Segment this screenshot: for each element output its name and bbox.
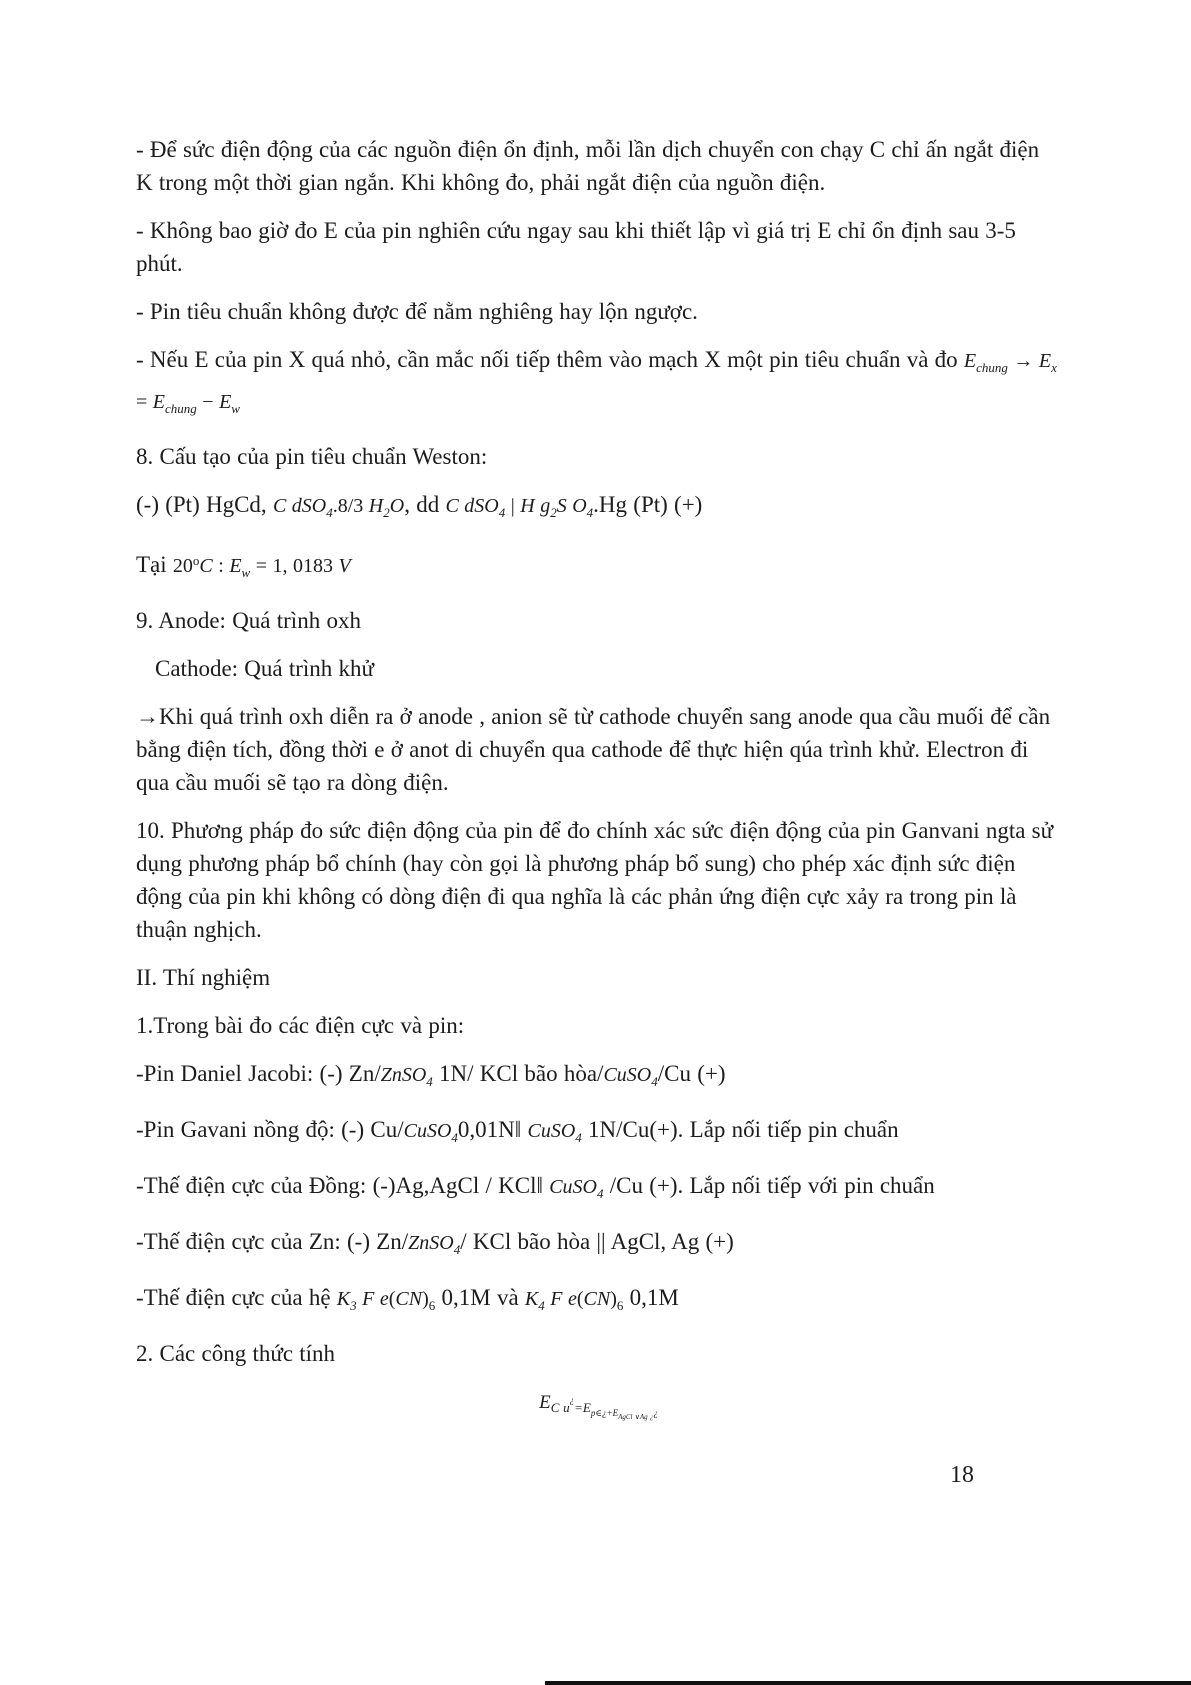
- text-run: /Cu (+): [657, 1061, 726, 1086]
- text-run: AgCl ∨Ag ¿: [618, 1413, 654, 1421]
- text-run: H: [368, 495, 384, 517]
- text-run: →: [1007, 350, 1039, 372]
- paragraph-exp-intro: [136, 1009, 1061, 1042]
- paragraph-formula-ecu: [136, 1385, 1061, 1432]
- text-run: F e: [544, 1288, 577, 1310]
- text-run: C u: [550, 1400, 570, 1415]
- paragraph-10-measurement-method: [136, 814, 1061, 946]
- text-run: −: [196, 391, 220, 413]
- text-run: - Pin tiêu chuẩn không được để nằm nghiêng hay lộn ngược.: [136, 299, 698, 324]
- text-run: (: [576, 1288, 584, 1310]
- text-run: S O: [556, 495, 587, 517]
- text-run: -Thế điện cực của Đồng: (-)Ag,AgCl / KCl‖: [136, 1173, 550, 1198]
- text-run: chung: [165, 401, 197, 416]
- text-run: CuSO: [603, 1064, 652, 1086]
- text-run: =: [250, 555, 273, 577]
- text-run: chung: [976, 360, 1008, 375]
- text-run: Khi quá trình oxh diễn ra ở anode , anion sẽ từ cathode chuyển sang anode qua cầu muối để cần bằng điện tích, đồng thời e ở anot di chuyển qua cathode để thực hiện qúa trình khử. Electron đi qua cầu muối sẽ tạo ra dòng điện.: [136, 704, 1051, 795]
- paragraph-heading-8-weston: [136, 440, 1061, 473]
- text-run: 2. Các công thức tính: [136, 1341, 336, 1366]
- paragraph-electrode-copper: [136, 1169, 1061, 1210]
- text-run: E: [1038, 350, 1052, 372]
- paragraph-electrode-ferricyanide: [136, 1281, 1061, 1322]
- text-run: 2: [550, 505, 557, 520]
- text-run: .Hg (Pt) (+): [593, 492, 703, 517]
- text-run: =: [136, 391, 153, 413]
- text-run: ZnSO: [380, 1064, 427, 1086]
- text-run: E: [229, 555, 242, 577]
- text-run: =E: [574, 1400, 591, 1415]
- text-run: 4: [575, 1130, 582, 1145]
- text-run: K: [336, 1288, 351, 1310]
- text-run: ): [422, 1288, 429, 1310]
- text-run: (-) (Pt) HgCd,: [136, 492, 273, 517]
- text-run: 4: [453, 1242, 461, 1257]
- text-run: E: [539, 1392, 551, 1413]
- text-run: ¿: [569, 1395, 575, 1405]
- text-run: .8/3: [332, 495, 369, 517]
- paragraph-cathode-definition: [136, 652, 1061, 685]
- text-run: F e: [356, 1288, 389, 1310]
- paragraph-note-wait-3-5-min: [136, 214, 1061, 280]
- text-run: H g: [520, 495, 551, 517]
- text-run: →: [136, 704, 159, 729]
- text-run: x: [1051, 360, 1057, 375]
- text-run: 8. Cấu tạo của pin tiêu chuẩn Weston:: [136, 444, 488, 469]
- text-run: 1.Trong bài đo các điện cực và pin:: [136, 1013, 465, 1038]
- text-run: w: [231, 401, 240, 416]
- document-body: [136, 133, 1061, 1440]
- paragraph-note-series-standard-cell: [136, 343, 1061, 425]
- text-run: 4: [426, 1074, 433, 1089]
- text-run: -Thế điện cực của Zn: (-) Zn/: [136, 1229, 409, 1254]
- text-run: 0,1M: [623, 1285, 679, 1310]
- text-run: - Không bao giờ đo E của pin nghiên cứu ngay sau khi thiết lập vì giá trị E chỉ ổn định sau 3-5 phút.: [136, 218, 1016, 276]
- text-run: ): [610, 1288, 617, 1310]
- text-run: 1, 0183: [272, 555, 339, 577]
- text-run: 4: [451, 1130, 458, 1145]
- text-run: E: [152, 391, 165, 413]
- text-run: E: [963, 350, 977, 372]
- text-run: 20: [172, 555, 193, 577]
- paragraph-note-standard-cell-upright: [136, 295, 1061, 328]
- paragraph-arrow-explanation: [136, 700, 1061, 799]
- text-run: 6: [616, 1298, 624, 1313]
- text-run: -Pin Gavani nồng độ: (-) Cu/: [136, 1117, 404, 1142]
- text-run: w: [241, 565, 251, 580]
- paragraph-pin-gavani-concentration: [136, 1113, 1061, 1154]
- text-run: |: [505, 495, 521, 517]
- text-run: 2: [383, 505, 390, 520]
- text-run: (: [388, 1288, 396, 1310]
- text-run: 3: [350, 1298, 357, 1313]
- text-run: 0,01N‖: [457, 1117, 528, 1142]
- text-run: 9. Anode: Quá trình oxh: [136, 608, 361, 633]
- paragraph-weston-emf-value: [136, 544, 1061, 589]
- bottom-edge-bar: [545, 1681, 1191, 1685]
- text-run: 4: [651, 1074, 658, 1089]
- text-run: 4: [596, 1186, 604, 1201]
- text-run: :: [212, 555, 230, 577]
- text-run: /Cu (+). Lắp nối tiếp với pin chuẩn: [603, 1173, 935, 1198]
- text-run: ¿: [653, 1408, 658, 1418]
- paragraph-anode-definition: [136, 604, 1061, 637]
- paragraph-note-switch-k: [136, 133, 1061, 199]
- text-run: CuSO: [549, 1176, 597, 1198]
- text-run: - Nếu E của pin X quá nhỏ, cần mắc nối tiếp thêm vào mạch X một pin tiêu chuẩn và đo: [136, 347, 964, 372]
- text-run: 0,1M và: [435, 1285, 525, 1310]
- text-run: 10. Phương pháp đo sức điện động của pin để đo chính xác sức điện động của pin Ganvani ngta sử dụng phương pháp bổ chính (hay còn gọi là phương pháp bổ sung) cho phép xác định sức điện động của pin khi không có dòng điện đi qua nghĩa là các phản ứng điện cực xảy ra trong pin là thuận nghịch.: [136, 818, 1054, 942]
- text-run: II. Thí nghiệm: [136, 965, 271, 990]
- paragraph-electrode-zinc: [136, 1225, 1061, 1266]
- text-run: 4: [498, 505, 506, 520]
- text-run: -Thế điện cực của hệ: [136, 1285, 337, 1310]
- text-run: 4: [586, 505, 594, 520]
- text-run: C: [199, 555, 213, 577]
- text-run: 4: [326, 505, 333, 520]
- text-run: V: [338, 555, 351, 577]
- paragraph-weston-cell-structure: [136, 488, 1061, 529]
- text-run: CN: [583, 1288, 611, 1310]
- page-number: 18: [950, 1462, 974, 1488]
- text-run: 4: [538, 1298, 545, 1313]
- text-run: ZnSO: [408, 1232, 454, 1254]
- text-run: - Để sức điện động của các nguồn điện ổn định, mỗi lần dịch chuyển con chạy C chỉ ấn ngắt điện K trong một thời gian ngắn. Khi không đo, phải ngắt điện của nguồn điện.: [136, 137, 1040, 195]
- text-run: Tại: [136, 552, 173, 577]
- paragraph-heading-formulas: [136, 1337, 1061, 1370]
- text-run: CuSO: [403, 1120, 452, 1142]
- text-run: E: [219, 391, 232, 413]
- text-run: CuSO: [527, 1120, 576, 1142]
- text-run: -Pin Daniel Jacobi: (-) Zn/: [136, 1061, 381, 1086]
- text-run: CN: [395, 1288, 423, 1310]
- paragraph-heading-ii-experiment: [136, 961, 1061, 994]
- text-run: O: [389, 495, 405, 517]
- text-run: C dSO: [272, 495, 327, 517]
- text-run: 1N/ KCl bão hòa/: [432, 1061, 604, 1086]
- text-run: , dd: [404, 492, 446, 517]
- text-run: 6: [428, 1298, 436, 1313]
- text-run: C dSO: [445, 495, 499, 517]
- text-run: / KCl bão hòa || AgCl, Ag (+): [460, 1229, 734, 1254]
- paragraph-pin-daniel-jacobi: [136, 1057, 1061, 1098]
- text-run: o: [192, 553, 200, 568]
- text-run: Cathode: Quá trình khử: [155, 656, 375, 681]
- text-run: 1N/Cu(+). Lắp nối tiếp pin chuẩn: [581, 1117, 899, 1142]
- text-run: p∈¿+E: [590, 1408, 619, 1418]
- text-run: K: [524, 1288, 539, 1310]
